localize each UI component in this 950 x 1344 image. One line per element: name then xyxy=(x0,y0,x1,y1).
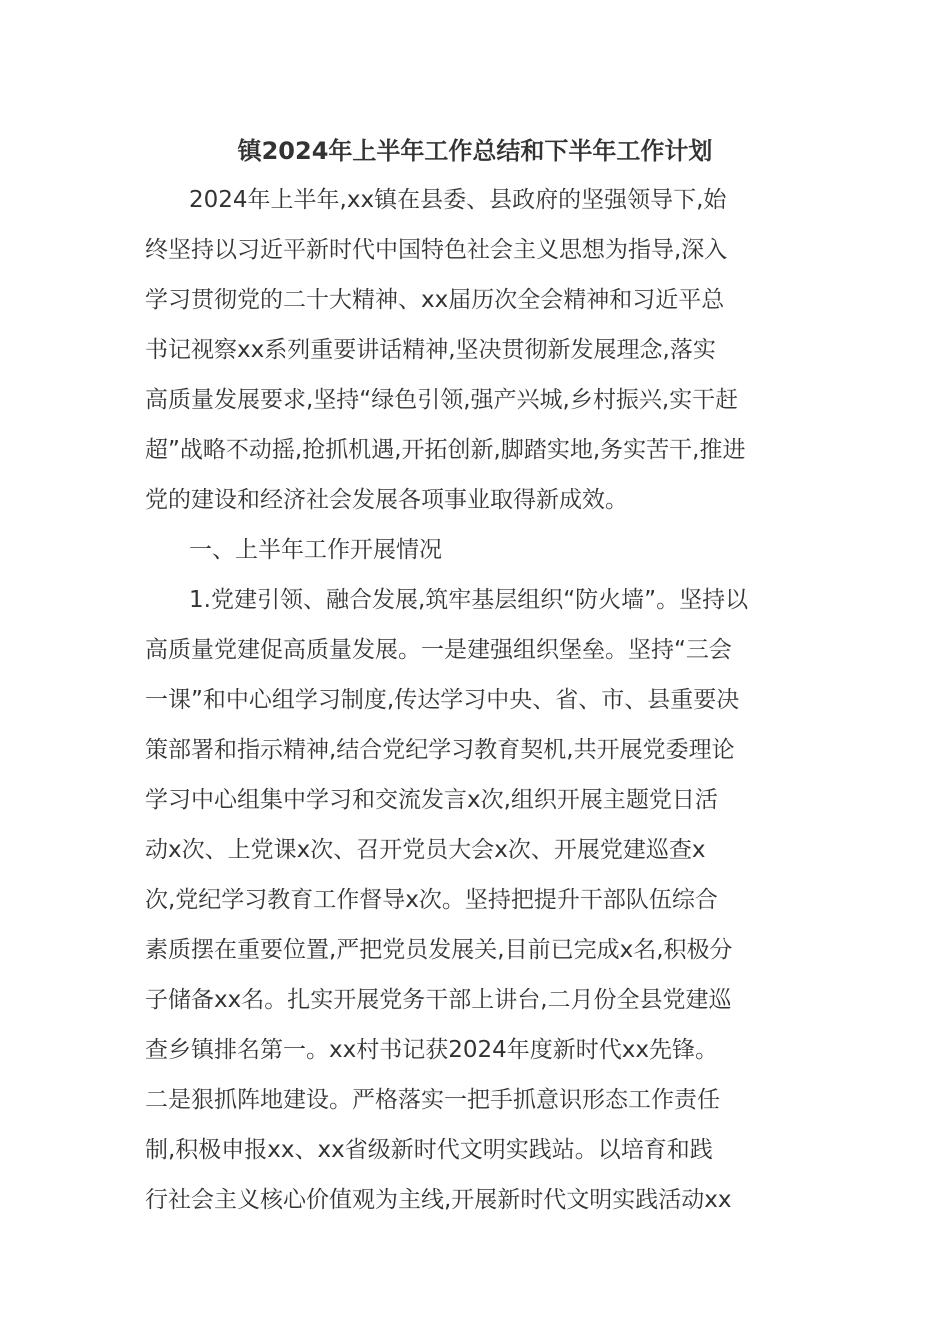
paragraph-line: 制,积极申报xx、xx省级新时代文明实践站。以培育和践 xyxy=(145,1137,713,1163)
paragraph-line: 动x次、上党课x次、召开党员大会x次、开展党建巡查x xyxy=(145,837,706,863)
paragraph-line: 终坚持以习近平新时代中国特色社会主义思想为指导,深入 xyxy=(145,237,728,263)
paragraph-line: 1.党建引领、融合发展,筑牢基层组织“防火墙”。坚持以 xyxy=(189,587,749,613)
paragraph-line: 超”战略不动摇,抢抓机遇,开拓创新,脚踏实地,务实苦干,推进 xyxy=(145,437,746,463)
document-title: 镇2024年上半年工作总结和下半年工作计划 xyxy=(237,137,713,165)
section-heading: 一、上半年工作开展情况 xyxy=(189,537,442,563)
paragraph-line: 查乡镇排名第一。xx村书记获2024年度新时代xx先锋。 xyxy=(145,1037,718,1063)
paragraph-line: 高质量发展要求,坚持“绿色引领,强产兴城,乡村振兴,实干赶 xyxy=(145,387,739,413)
paragraph-line: 子储备xx名。扎实开展党务干部上讲台,二月份全县党建巡 xyxy=(145,987,732,1013)
paragraph-line: 高质量党建促高质量发展。一是建强组织堡垒。坚持“三会 xyxy=(145,637,732,663)
paragraph-line: 素质摆在重要位置,严把党员发展关,目前已完成x名,积极分 xyxy=(145,937,733,963)
paragraph-line: 次,党纪学习教育工作督导x次。坚持把提升干部队伍综合 xyxy=(145,887,718,913)
paragraph-line: 书记视察xx系列重要讲话精神,坚决贯彻新发展理念,落实 xyxy=(145,337,716,363)
paragraph-line: 策部署和指示精神,结合党纪学习教育契机,共开展党委理论 xyxy=(145,737,735,763)
paragraph-line: 学习贯彻党的二十大精神、xx届历次全会精神和习近平总 xyxy=(145,287,725,313)
paragraph-line: 党的建设和经济社会发展各项事业取得新成效。 xyxy=(145,487,628,513)
paragraph-line: 学习中心组集中学习和交流发言x次,组织开展主题党日活 xyxy=(145,787,718,813)
paragraph-line: 一课”和中心组学习制度,传达学习中央、省、市、县重要决 xyxy=(145,687,740,713)
paragraph-line: 二是狠抓阵地建设。严格落实一把手抓意识形态工作责任 xyxy=(145,1087,720,1113)
paragraph-line: 行社会主义核心价值观为主线,开展新时代文明实践活动xx xyxy=(145,1187,732,1213)
paragraph-line: 2024年上半年,xx镇在县委、县政府的坚强领导下,始 xyxy=(189,187,727,213)
